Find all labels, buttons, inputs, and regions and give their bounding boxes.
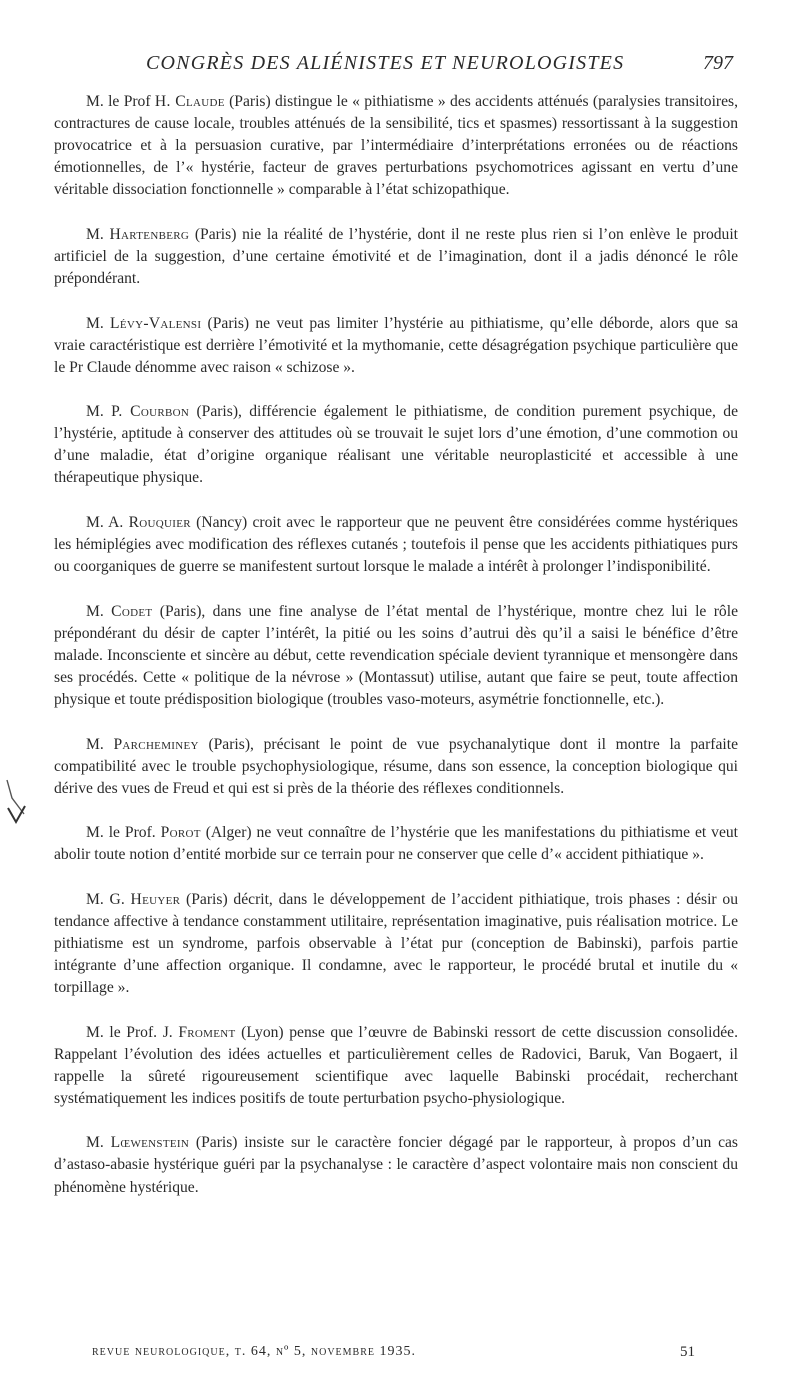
speaker-prefix: M. le Prof. J.: [86, 1023, 179, 1041]
speaker-prefix: M.: [86, 403, 112, 421]
speaker-name: Parcheminey: [113, 735, 199, 753]
paragraph-loewenstein: [54, 1132, 738, 1198]
speaker-prefix: M.: [86, 735, 114, 753]
paragraph-courbon: [54, 401, 738, 489]
speaker-name: Rouquier: [128, 513, 191, 531]
paragraph-text: (Alger) ne veut connaître de l’hystérie que les manifestations du pithiatisme et veut abolir toute notion d’entité morbide sur ce terrain pour ne conserver que celle d’« accident pithiatique ».: [54, 824, 739, 864]
page-number: 797: [703, 52, 733, 74]
paragraph-text: (Paris) distingue le « pithiatisme » des accidents atténués (paralysies transitoires, contractures de cause locale, troubles atténués de la sensibilité, tics et spasmes) ressortissant à la suggestion provocatrice et à la persuasion curative, par l’intermédiaire d’interprétations erronées ou de réactions émotionnelles, de l’« hystérie, facteur de graves perturbations psychomotrices agissant en vertu d’une véritable dissociation fonctionnelle » comparable à l’état schizopathique.: [54, 93, 738, 199]
paragraph-text: (Nancy) croit avec le rapporteur que ne peuvent être considérées comme hystériques les hémiplégies avec modification des réflexes cutanés ; toutefois il pense que les accidents pithiatiques purs ou coorganiques de guerre se manifestent surtout lorsque le malade a intérêt à prolonger l’indisponibilité.: [54, 513, 738, 576]
running-head: [0, 52, 800, 78]
speaker-prefix: M. le Prof: [86, 93, 155, 110]
article-body: [54, 91, 738, 1221]
speaker-prefix: M. G.: [86, 890, 131, 908]
speaker-name: H. Claude: [154, 93, 225, 110]
speaker-name: Hartenberg: [109, 225, 190, 243]
speaker-name: Heuyer: [130, 890, 181, 908]
journal-reference: revue neurologique, t. 64, nº 5, novembre 1935.: [92, 1344, 416, 1359]
paragraph-froment: [54, 1022, 738, 1110]
paragraph-text: (Paris) décrit, dans le développement de l’accident pithiatique, trois phases : désir ou tendance affective à tendance constamment utilitaire, représentation imaginative, puis réalisation motrice. Le pithiatisme est un syndrome, parfois observable à l’état pur (conception de Babinski), parfois partie intégrante d’une affection organique. Il condamne, avec le rapporteur, le procédé brutal et inutile du « torpillage ».: [54, 890, 738, 997]
speaker-prefix: M.: [86, 1134, 111, 1152]
paragraph-porot: [54, 822, 738, 866]
running-title: CONGRÈS DES ALIÉNISTES ET NEUROLOGISTES: [146, 52, 625, 74]
speaker-name: Lœwenstein: [110, 1134, 190, 1152]
paragraph-text: (Paris), différencie également le pithiatisme, de condition purement psychique, de l’hystérie, aptitude à conserver des attitudes où se trouvait le sujet lors d’une émotion, d’une commotion ou d’une maladie, état d’origine organique réalisant une véritable neuroplasticité et accessible à une thérapeutique physique.: [54, 403, 738, 487]
paragraph-rouquier: [54, 512, 738, 578]
margin-pencil-mark: [4, 778, 30, 828]
paragraph-text: (Paris), dans une fine analyse de l’état mental de l’hystérique, montre chez lui le rôle prépondérant du désir de capter l’intérêt, la pitié ou les soins d’autrui dès qu’il a saisi le bénéfice d’être malade. Inconsciente et sincère au début, cette revendication spéciale devient tyrannique et mensongère dans ses procédés. Cette « politique de la névrose » (Montassut) utilise, autant que faire se peut, toute affection physique et toute prédisposition biologique (troubles vaso-moteurs, asymétrie fonctionnelle, etc.).: [54, 602, 738, 709]
paragraph-heuyer: [54, 889, 738, 999]
paragraph-claude: [54, 91, 738, 201]
speaker-prefix: M.: [86, 225, 110, 243]
speaker-name: Lévy-Valensi: [110, 314, 202, 332]
paragraph-levy-valensi: [54, 313, 738, 379]
paragraph-codet: [54, 601, 738, 711]
signature-mark: 51: [680, 1344, 695, 1360]
speaker-prefix: M.: [86, 602, 112, 620]
speaker-prefix: M.: [86, 314, 111, 332]
speaker-name: Porot: [160, 824, 201, 842]
page-footer: [0, 1344, 800, 1366]
speaker-prefix: M. A.: [86, 513, 129, 531]
paragraph-text: (Paris) ne veut pas limiter l’hystérie au pithiatisme, qu’elle déborde, alors que sa vraie caractéristique est derrière l’émotivité et la mythomanie, cette désagrégation psychique particulière que le Pr Claude dénomme avec raison « schizose ».: [54, 314, 738, 376]
paragraph-text: (Paris) nie la réalité de l’hystérie, dont il ne reste plus rien si l’on enlève le produit artificiel de la suggestion, d’une certaine émotivité et de l’imagination, dont il a jadis dénoncé le rôle prépondérant.: [54, 225, 738, 288]
speaker-name: Froment: [178, 1023, 236, 1041]
paragraph-text: (Lyon) pense que l’œuvre de Babinski ressort de cette discussion consolidée. Rappelant l’évolution des idées actuelles et particulièrement celles de Radovici, Baruk, Van Bogaert, il rappelle la sûreté rigoureusement scientifique avec laquelle Babinski procédait, recherchant systématiquement les indices positifs de toute perturbation psycho-physiologique.: [54, 1023, 738, 1107]
speaker-name: Codet: [111, 602, 153, 620]
paragraph-hartenberg: [54, 224, 738, 290]
paragraph-text: (Paris) insiste sur le caractère foncier dégagé par le rapporteur, à propos d’un cas d’astaso-abasie hystérique guéri par la psychanalyse : le caractère d’aspect volontaire mais non conscient du phénomène hystérique.: [54, 1134, 738, 1196]
speaker-name: P. Courbon: [111, 403, 190, 421]
speaker-prefix: M. le Prof.: [86, 824, 161, 842]
paragraph-parcheminey: [54, 734, 738, 800]
paragraph-text: (Paris), précisant le point de vue psychanalytique dont il montre la parfaite compatibilité avec le trouble psychophysiologique, résume, dans son essence, la conception biologique qui dérive des vues de Freud et qui est si près de la théorie des réflexes conditionnels.: [54, 735, 738, 797]
